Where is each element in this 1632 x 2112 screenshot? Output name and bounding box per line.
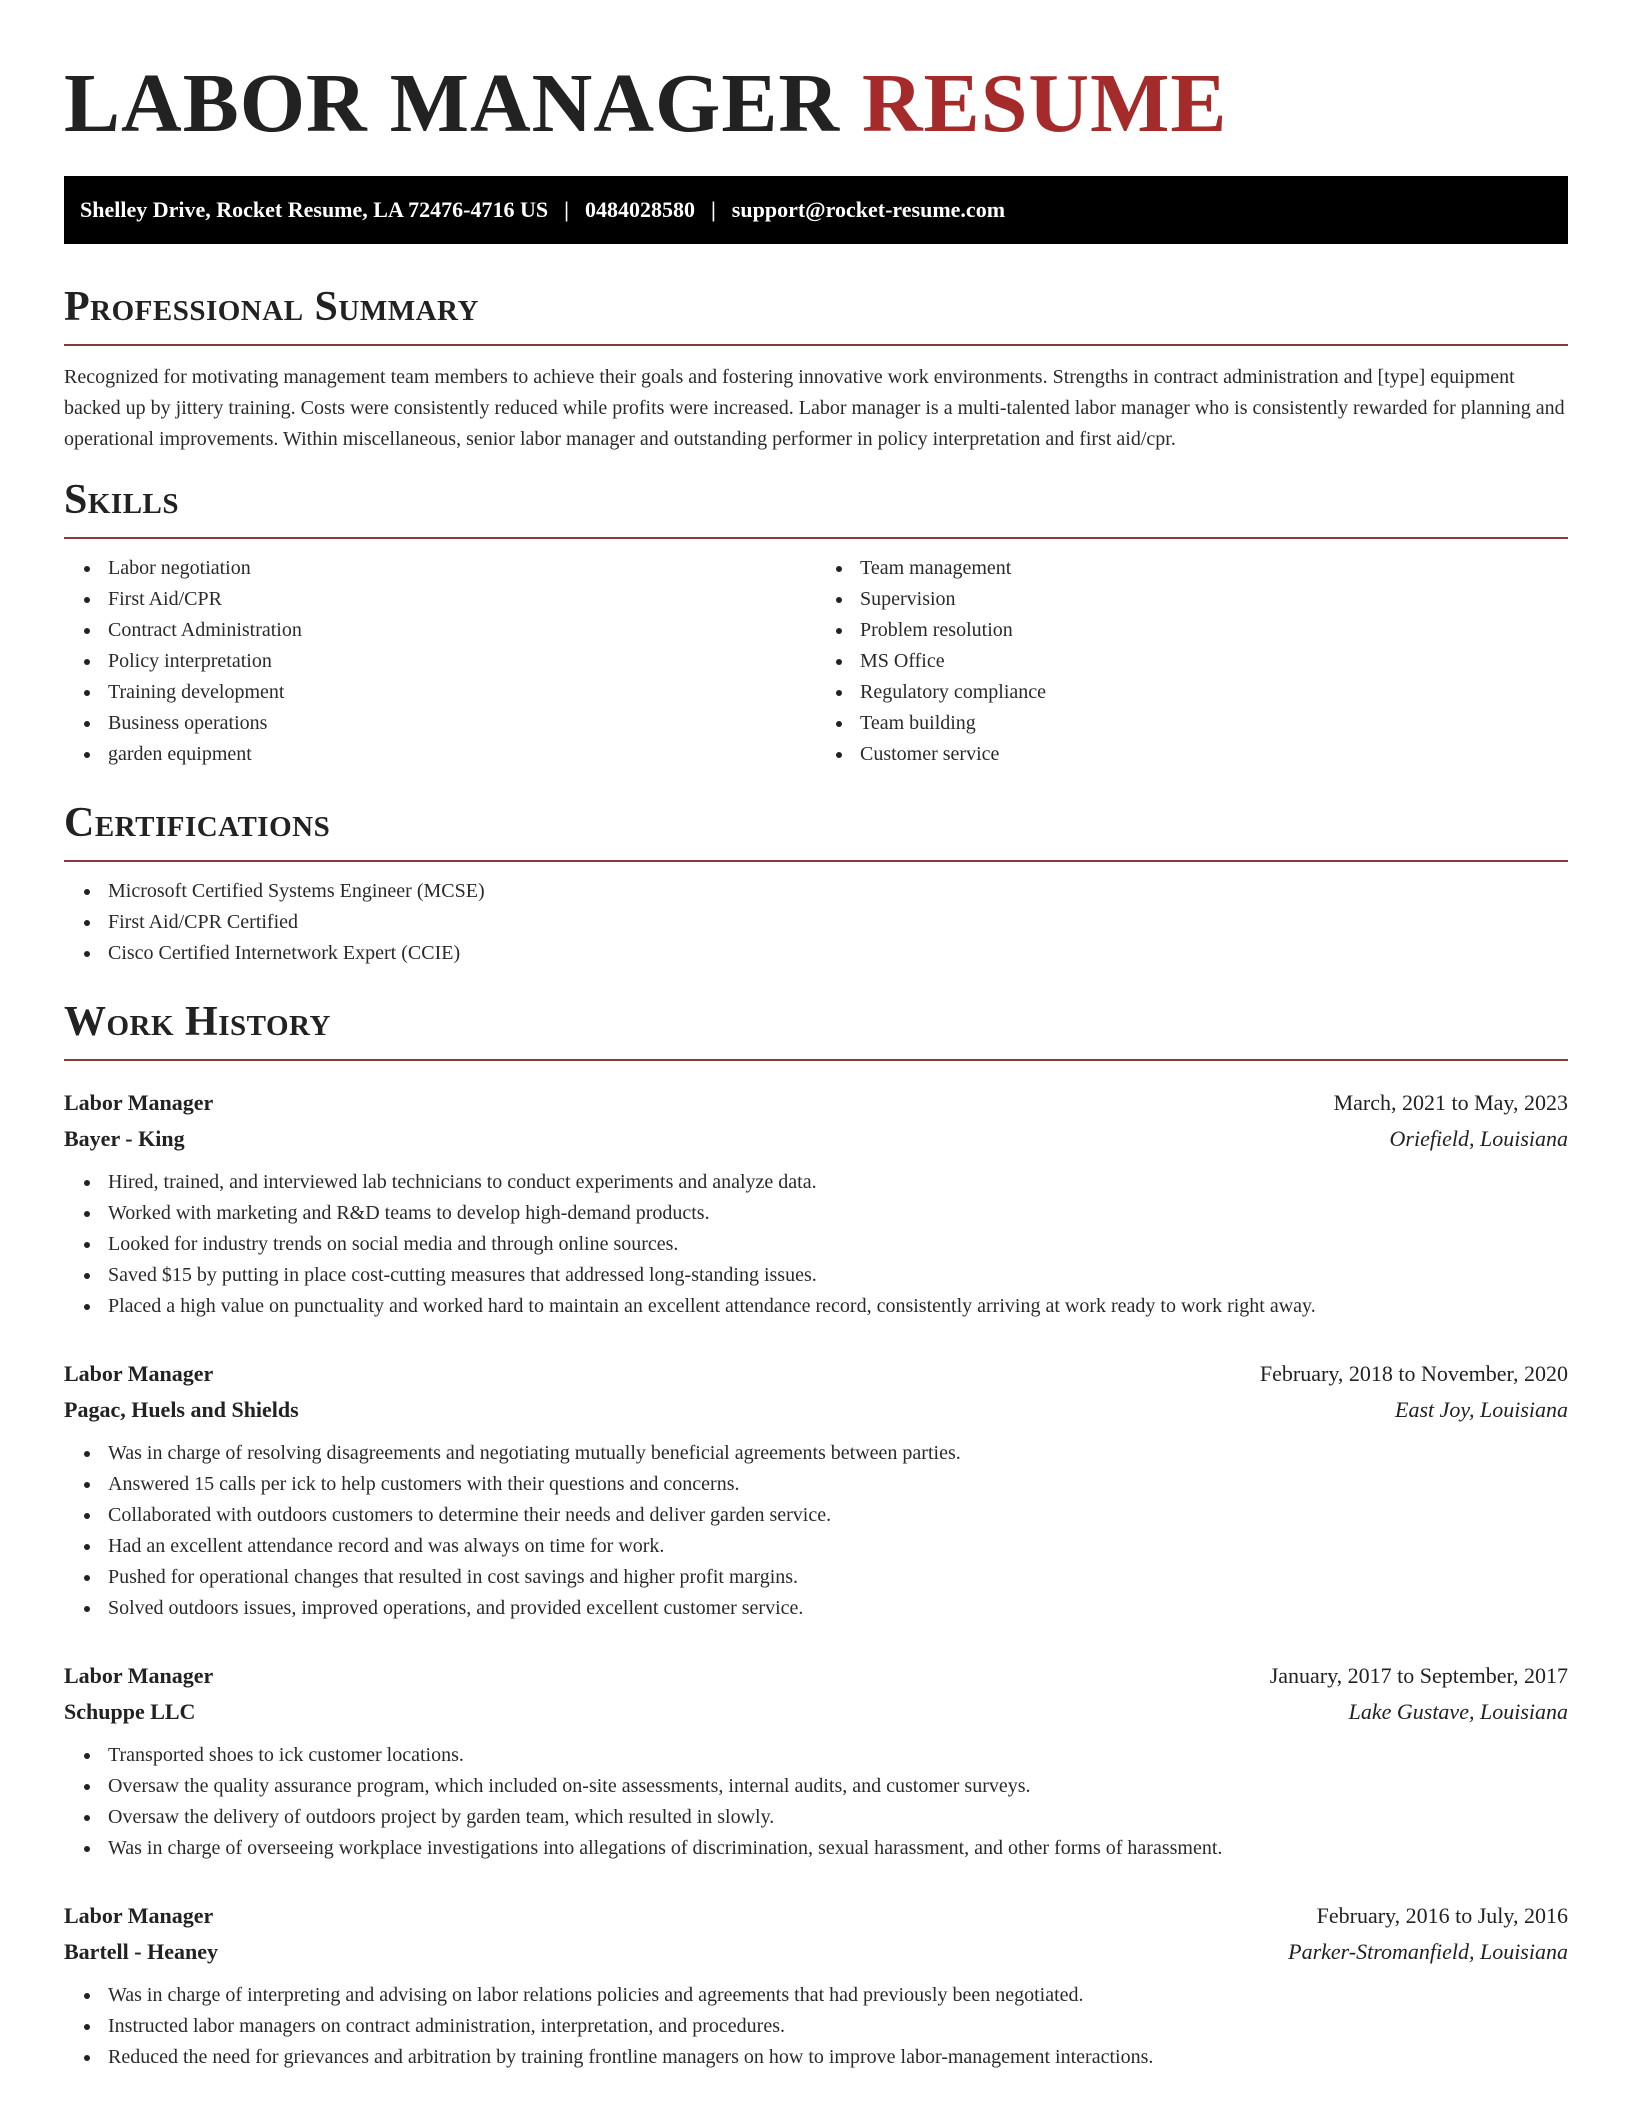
job-company: Bayer - King <box>64 1126 185 1151</box>
work-history-section <box>64 999 1568 2073</box>
skill-item: Regulatory compliance <box>860 677 1568 708</box>
skill-item: First Aid/CPR <box>108 584 816 615</box>
job-bullet: Answered 15 calls per ick to help customers with their questions and concerns. <box>108 1469 1568 1500</box>
job-company-row <box>64 1392 1568 1428</box>
job-dates: February, 2016 to July, 2016 <box>1316 1903 1568 1928</box>
job-company: Bartell - Heaney <box>64 1939 218 1964</box>
job-bullet: Solved outdoors issues, improved operations, and provided excellent customer service. <box>108 1593 1568 1624</box>
job-bullets <box>64 1740 1568 1864</box>
job-entry <box>64 1085 1568 1322</box>
job-bullet: Hired, trained, and interviewed lab technicians to conduct experiments and analyze data. <box>108 1167 1568 1198</box>
skill-item: Policy interpretation <box>108 646 816 677</box>
skills-list-left <box>64 553 816 770</box>
job-bullet: Pushed for operational changes that resulted in cost savings and higher profit margins. <box>108 1562 1568 1593</box>
job-dates: February, 2018 to November, 2020 <box>1259 1361 1568 1386</box>
job-entry <box>64 1898 1568 2073</box>
skill-item: Problem resolution <box>860 615 1568 646</box>
job-bullet: Transported shoes to ick customer locations. <box>108 1740 1568 1771</box>
certification-item: Microsoft Certified Systems Engineer (MCSE) <box>108 876 1568 907</box>
skills-section <box>64 477 1568 770</box>
job-location: East Joy, Louisiana <box>1395 1397 1568 1422</box>
job-title: Labor Manager <box>64 1361 214 1386</box>
job-header-row <box>64 1658 1568 1694</box>
job-bullet: Oversaw the delivery of outdoors project by garden team, which resulted in slowly. <box>108 1802 1568 1833</box>
skill-item: Labor negotiation <box>108 553 816 584</box>
job-bullet: Worked with marketing and R&D teams to develop high-demand products. <box>108 1198 1568 1229</box>
job-title: Labor Manager <box>64 1903 214 1928</box>
job-entry <box>64 1356 1568 1624</box>
job-bullets <box>64 1980 1568 2073</box>
skill-item: garden equipment <box>108 739 816 770</box>
contact-separator: | <box>564 197 569 222</box>
skill-item: Business operations <box>108 708 816 739</box>
job-bullet: Looked for industry trends on social media and through online sources. <box>108 1229 1568 1260</box>
skill-item: Contract Administration <box>108 615 816 646</box>
section-heading: Work History <box>64 999 1568 1061</box>
skill-item: Team management <box>860 553 1568 584</box>
job-title: Labor Manager <box>64 1663 214 1688</box>
certification-item: First Aid/CPR Certified <box>108 907 1568 938</box>
section-heading: Professional Summary <box>64 284 1568 346</box>
job-company-row <box>64 1934 1568 1970</box>
job-bullet: Collaborated with outdoors customers to determine their needs and deliver garden service. <box>108 1500 1568 1531</box>
skills-grid <box>64 539 1568 770</box>
skill-item: Team building <box>860 708 1568 739</box>
certification-item: Cisco Certified Internetwork Expert (CCIE) <box>108 938 1568 969</box>
job-company: Schuppe LLC <box>64 1699 196 1724</box>
resume-title <box>64 56 1568 152</box>
skill-item: Customer service <box>860 739 1568 770</box>
job-bullet: Had an excellent attendance record and was always on time for work. <box>108 1531 1568 1562</box>
job-header-row <box>64 1356 1568 1392</box>
job-bullet: Saved $15 by putting in place cost-cutting measures that addressed long-standing issues. <box>108 1260 1568 1291</box>
title-main: LABOR MANAGER <box>64 57 841 150</box>
contact-email: support@rocket-resume.com <box>731 197 1006 222</box>
jobs-list <box>64 1085 1568 2073</box>
skill-item: Training development <box>108 677 816 708</box>
job-entry <box>64 1658 1568 1864</box>
certifications-section <box>64 800 1568 969</box>
skill-item: Supervision <box>860 584 1568 615</box>
job-bullet: Was in charge of interpreting and advising on labor relations policies and agreements that had previously been negotiated. <box>108 1980 1568 2011</box>
summary-section <box>64 284 1568 455</box>
skill-item: MS Office <box>860 646 1568 677</box>
certifications-list <box>64 876 1568 969</box>
job-company-row <box>64 1121 1568 1157</box>
contact-phone: 0484028580 <box>584 197 695 222</box>
title-accent: RESUME <box>862 57 1228 150</box>
job-location: Parker-Stromanfield, Louisiana <box>1288 1939 1568 1964</box>
section-heading: Skills <box>64 477 1568 539</box>
job-location: Oriefield, Louisiana <box>1389 1126 1568 1151</box>
summary-text: Recognized for motivating management team members to achieve their goals and fostering innovative work environments. Strengths in contract administration and [type] equipment backed up by jittery training. Costs were consistently reduced while profits were increased. Labor manager is a multi-talented labor manager who is consistently rewarded for planning and operational improvements. Within miscellaneous, senior labor manager and outstanding performer in policy interpretation and first aid/cpr. <box>64 366 1565 450</box>
job-header-row <box>64 1898 1568 1934</box>
contact-separator: | <box>710 197 716 222</box>
job-bullets <box>64 1167 1568 1322</box>
job-bullet: Oversaw the quality assurance program, which included on-site assessments, internal audits, and customer surveys. <box>108 1771 1568 1802</box>
job-title: Labor Manager <box>64 1090 214 1115</box>
job-bullets <box>64 1438 1568 1624</box>
job-dates: March, 2021 to May, 2023 <box>1333 1090 1568 1115</box>
job-company-row <box>64 1694 1568 1730</box>
job-bullet: Was in charge of resolving disagreements and negotiating mutually beneficial agreements between parties. <box>108 1438 1568 1469</box>
section-heading: Certifications <box>64 800 1568 862</box>
job-bullet: Instructed labor managers on contract administration, interpretation, and procedures. <box>108 2011 1568 2042</box>
job-bullet: Placed a high value on punctuality and worked hard to maintain an excellent attendance record, consistently arriving at work ready to work right away. <box>108 1291 1568 1322</box>
job-header-row <box>64 1085 1568 1121</box>
job-location: Lake Gustave, Louisiana <box>1348 1699 1568 1724</box>
contact-bar <box>64 176 1568 244</box>
job-company: Pagac, Huels and Shields <box>64 1397 299 1422</box>
skills-list-right <box>816 553 1568 770</box>
contact-address: Shelley Drive, Rocket Resume, LA 72476-4716 US <box>80 197 549 222</box>
job-bullet: Was in charge of overseeing workplace investigations into allegations of discrimination, sexual harassment, and other forms of harassment. <box>108 1833 1568 1864</box>
job-bullet: Reduced the need for grievances and arbitration by training frontline managers on how to improve labor-management interactions. <box>108 2042 1568 2073</box>
job-dates: January, 2017 to September, 2017 <box>1269 1663 1568 1688</box>
